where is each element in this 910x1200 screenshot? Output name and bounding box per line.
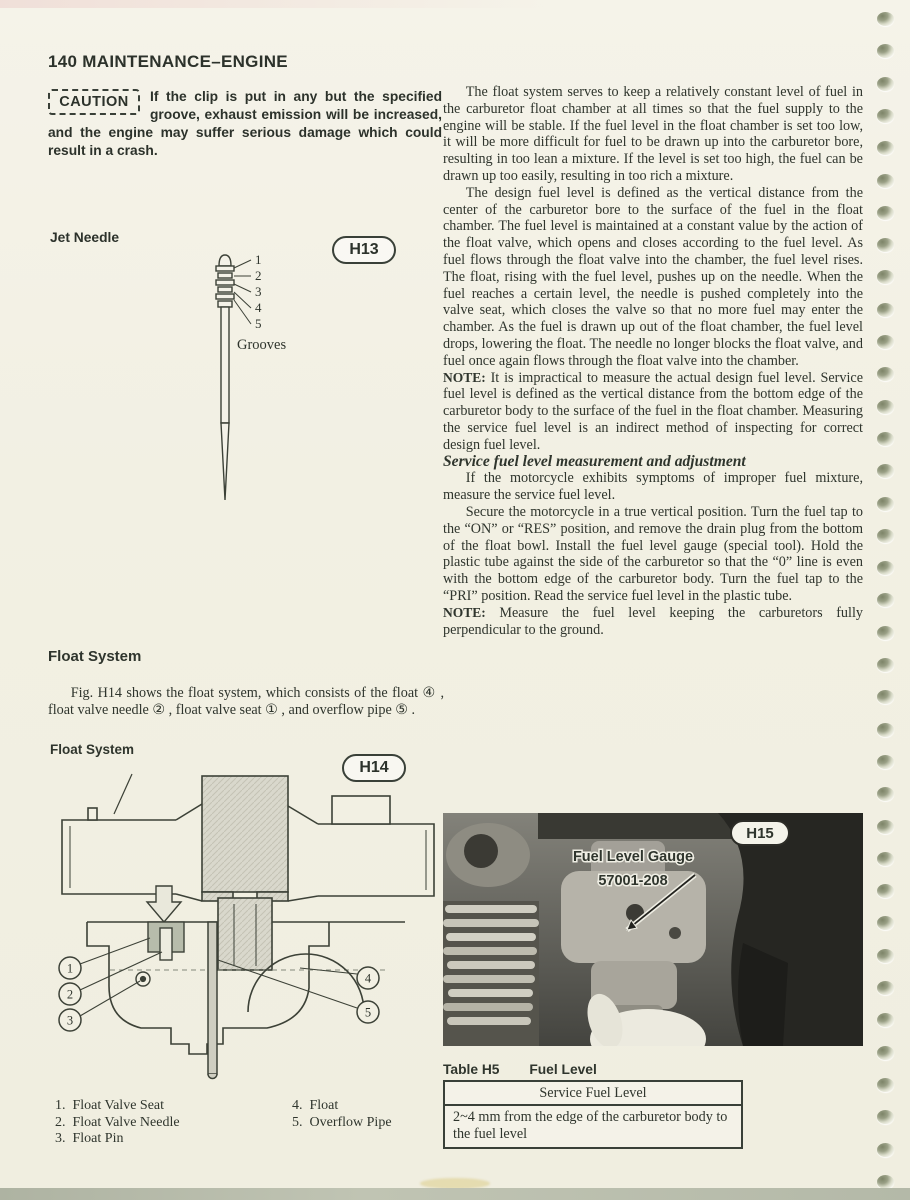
overflow-pipe <box>208 922 217 1079</box>
note-design-fuel-level <box>443 370 863 454</box>
jet-needle-diagram <box>145 248 330 513</box>
binder-hole <box>877 690 894 704</box>
table-h5-caption <box>443 1062 597 1077</box>
carb-slide-column <box>202 776 288 892</box>
note-perpendicular <box>443 605 863 639</box>
carb-left-tube <box>62 820 176 894</box>
float-system-diagram <box>50 772 448 1090</box>
binder-hole <box>877 367 894 381</box>
note-label: NOTE: <box>443 369 486 385</box>
binder-hole <box>877 141 894 155</box>
needle-tip-cap <box>219 255 231 266</box>
float-system-paragraph-text: Fig. H14 shows the float system, which consists of the float ④ , float valve needle ② , float valve seat ① , and overflow pipe ⑤ . <box>48 685 444 718</box>
paragraph-symptoms: If the motorcycle exhibits symptoms of improper fuel mixture, measure the service fuel level. <box>443 470 863 504</box>
figure-legend-col2 <box>292 1098 392 1131</box>
note-text: Measure the fuel level keeping the carburetors fully perpendicular to the ground. <box>443 604 863 638</box>
figure-h14-label: Float System <box>50 742 135 757</box>
binder-hole <box>877 270 894 284</box>
figure-h15-badge: H15 <box>746 825 774 842</box>
binder-hole <box>877 335 894 349</box>
binder-hole <box>877 400 894 414</box>
paragraph-design-fuel-level: The design fuel level is defined as the vertical distance from the center of the carburetor bore to the surface of the fuel in the float chamber. The fuel level is maintained at a constant value by the action of the float valve, which opens and closes according to the fuel level. As fuel flows through the float valve into the chamber, the fuel level rises. The float, rising with the fuel level, pushes up on the needle. When the fuel reaches a certain level, the needle is pushed completely into the valve seat, which closes the valve so that no more fuel may enter the chamber. As the fuel is drawn up out of the float chamber, the fuel level drops, lowering the float. The needle no longer blocks the float valve, and fuel once again flows through the float valve into the chamber. <box>443 184 863 369</box>
paragraph-procedure: Secure the motorcycle in a true vertical position. Turn the fuel tap to the “ON” or “RES” position, and remove the drain plug from the bottom of the float bowl. Install the fuel level gauge (special tool). Hold the plastic tube against the side of the carburetor so that the “0” line is even with the bottom edge of the carburetor body. Turn the fuel tap to the “PRI” position. Read the service fuel level in the plastic tube. <box>443 503 863 604</box>
binder-hole <box>877 658 894 672</box>
binder-hole <box>877 723 894 737</box>
binder-hole <box>877 1143 894 1157</box>
photo-art <box>443 813 863 1046</box>
binder-hole <box>877 77 894 91</box>
binder-hole <box>877 626 894 640</box>
binder-hole <box>877 787 894 801</box>
callout-2: 2 <box>66 987 74 1002</box>
table-header-service-fuel-level: Service Fuel Level <box>445 1082 741 1106</box>
callout-5: 5 <box>364 1005 372 1020</box>
callout-3: 3 <box>66 1013 74 1028</box>
binder-hole <box>877 1175 894 1189</box>
caution-text: If the clip is put in any but the specified groove, exhaust emission will be increased, and the engine may suffer serious damage which could result in a crash. <box>48 89 442 158</box>
binder-hole <box>877 12 894 26</box>
groove-callout-5: 5 <box>255 316 262 331</box>
binder-hole <box>877 1046 894 1060</box>
figure-h13-badge: H13 <box>332 236 396 264</box>
note-label: NOTE: <box>443 604 486 620</box>
binder-hole <box>877 497 894 511</box>
grooves-label: Grooves <box>237 337 287 353</box>
scan-bottom-edge <box>0 1188 910 1200</box>
callout-4: 4 <box>364 971 372 986</box>
carb-right-tube <box>318 824 434 896</box>
legend-item: 4. Float <box>292 1098 339 1113</box>
section-title: MAINTENANCE–ENGINE <box>82 52 288 71</box>
caution-block <box>48 88 442 160</box>
jet-tower <box>218 898 272 970</box>
figure-h14-badge: H14 <box>342 754 406 782</box>
binder-hole <box>877 593 894 607</box>
binder-hole <box>877 561 894 575</box>
groove-callout-2: 2 <box>255 268 262 283</box>
caution-stamp: CAUTION <box>48 89 140 115</box>
table-value-fuel-level: 2~4 mm from the edge of the carburetor body to the fuel level <box>453 1109 728 1142</box>
float-valve-assembly <box>136 886 184 986</box>
callout-1: 1 <box>66 961 74 976</box>
table-caption-label: Table H5 <box>443 1062 500 1077</box>
binder-hole <box>877 303 894 317</box>
legend-item: 3. Float Pin <box>55 1131 124 1146</box>
photo-label-line1: Fuel Level Gauge <box>572 849 694 865</box>
binder-hole <box>877 1078 894 1092</box>
binder-hole <box>877 916 894 930</box>
legend-item: 2. Float Valve Needle <box>55 1114 180 1130</box>
binder-hole <box>877 820 894 834</box>
binder-hole <box>877 238 894 252</box>
note-text: It is impractical to measure the actual design fuel level. Service fuel level is defined as the vertical distance from the bottom edge of the carburetor body to the surface of the fuel in the float chamber. Measuring the service fuel level is an indirect method of inspecting for correct design fuel level. <box>443 369 863 453</box>
photo-label-line2: 57001-208 <box>598 873 668 889</box>
groove-callout-1: 1 <box>255 252 262 267</box>
table-caption-title: Fuel Level <box>529 1062 597 1077</box>
page-header <box>48 52 288 72</box>
page-number: 140 <box>48 52 78 71</box>
float-system-paragraph <box>48 668 444 719</box>
photo-fuel-level-gauge <box>443 813 863 1046</box>
binder-hole <box>877 109 894 123</box>
paragraph-float-system-intro: The float system serves to keep a relatively constant level of fuel in the carburetor float chamber at all times so that the fuel supply to the engine will be stable. If the fuel level in the float chamber is set too low, it will be more difficult for fuel to be drawn up into the carburetor bore, resulting in too lean a mixture. If the level is set too high, the fuel can be drawn up too easily, resulting in too rich a mixture. <box>443 84 863 184</box>
binder-hole <box>877 529 894 543</box>
groove-callout-3: 3 <box>255 284 262 299</box>
binder-hole <box>877 206 894 220</box>
binder-hole <box>877 949 894 963</box>
binder-hole <box>877 44 894 58</box>
figure-legend-col1 <box>55 1098 180 1148</box>
binder-hole <box>877 1013 894 1027</box>
engine-cylinder-fins <box>443 823 539 1046</box>
jet-needle-heading: Jet Needle <box>50 230 120 245</box>
binder-hole <box>877 981 894 995</box>
subheading-service-fuel-level: Service fuel level measurement and adjustment <box>443 452 746 470</box>
binder-hole <box>877 755 894 769</box>
figure-label-leader <box>114 774 132 814</box>
legend-item: 5. Overflow Pipe <box>292 1114 392 1130</box>
float-system-heading: Float System <box>48 648 142 665</box>
right-column-text <box>443 84 863 814</box>
flow-arrow-icon <box>147 886 181 922</box>
binder-hole <box>877 464 894 478</box>
binder-hole <box>877 432 894 446</box>
table-h5 <box>443 1080 743 1149</box>
groove-callout-4: 4 <box>255 300 262 315</box>
binder-hole <box>877 1110 894 1124</box>
binder-hole <box>877 852 894 866</box>
binder-hole <box>877 174 894 188</box>
legend-item: 1. Float Valve Seat <box>55 1098 165 1113</box>
binder-hole <box>877 884 894 898</box>
